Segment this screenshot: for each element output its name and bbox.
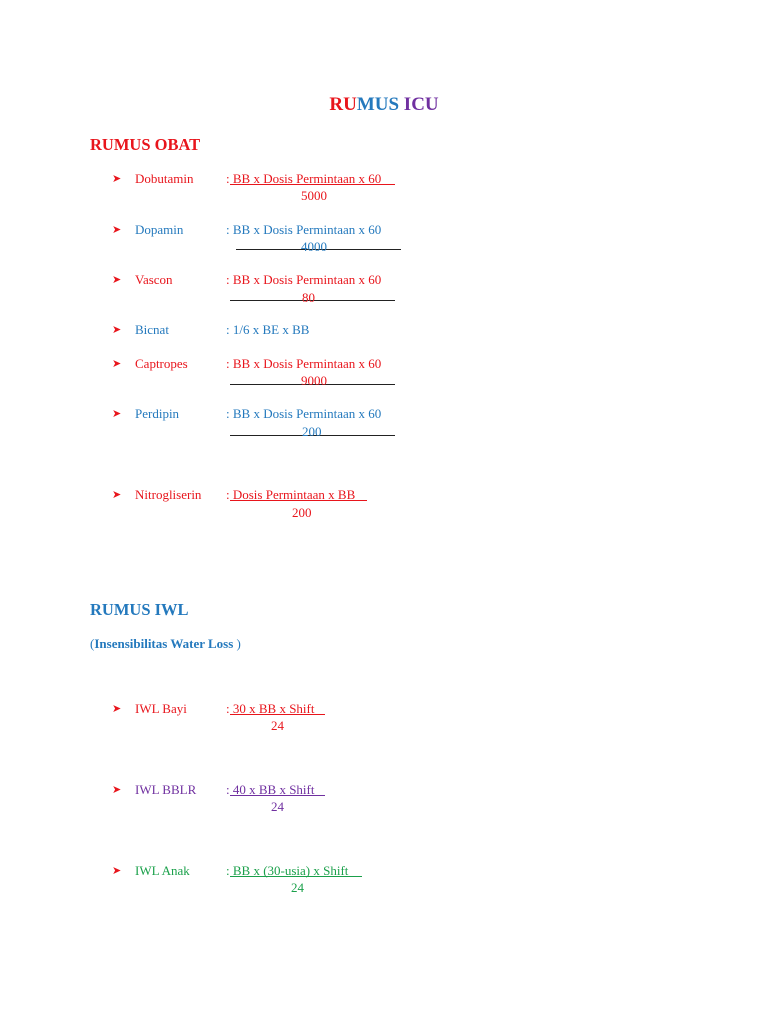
formula-denominator: 9000 — [301, 373, 327, 388]
subtitle-close-paren: ) — [233, 636, 241, 651]
formula-denominator: 24 — [291, 880, 304, 895]
formula-denominator: 200 — [292, 505, 312, 520]
formula-denominator: 200 — [302, 424, 322, 439]
arrow-bullet-icon: ➤ — [112, 489, 122, 501]
subtitle-text: Insensibilitas Water Loss — [94, 636, 234, 651]
title-part-mus: MUS — [356, 94, 400, 115]
fraction-line — [230, 876, 362, 877]
drug-label: Captropes — [135, 356, 188, 371]
formula-numerator: : BB x (30-usia) x Shift — [226, 863, 349, 878]
arrow-bullet-icon: ➤ — [112, 324, 122, 336]
section-subtitle — [90, 636, 241, 652]
drug-label: Perdipin — [135, 406, 180, 421]
iwl-label: IWL Anak — [135, 863, 190, 878]
arrow-bullet-icon: ➤ — [112, 865, 122, 877]
arrow-bullet-icon: ➤ — [112, 784, 122, 796]
drug-label: Dopamin — [135, 222, 184, 237]
drug-label: Dobutamin — [135, 171, 194, 186]
formula-denominator: 24 — [271, 799, 284, 814]
arrow-bullet-icon: ➤ — [112, 408, 122, 420]
formula-text: : 1/6 x BE x BB — [226, 322, 310, 337]
iwl-label: IWL BBLR — [135, 782, 197, 797]
formula-denominator: 80 — [302, 290, 315, 305]
arrow-bullet-icon: ➤ — [112, 274, 122, 286]
title-part-icu: ICU — [399, 94, 439, 115]
formula-numerator: : BB x Dosis Permintaan x 60 — [226, 222, 382, 237]
formula-numerator: : BB x Dosis Permintaan x 60 — [226, 356, 382, 371]
section-heading-obat: RUMUS OBAT — [90, 135, 201, 154]
arrow-bullet-icon: ➤ — [112, 703, 122, 715]
formula-numerator: : BB x Dosis Permintaan x 60 — [226, 406, 382, 421]
arrow-bullet-icon: ➤ — [112, 224, 122, 236]
section-heading-iwl: RUMUS IWL — [90, 600, 189, 619]
page-title — [0, 94, 768, 116]
arrow-bullet-icon: ➤ — [112, 173, 122, 185]
formula-numerator: : BB x Dosis Permintaan x 60 — [226, 272, 382, 287]
fraction-line — [230, 714, 325, 715]
formula-denominator: 24 — [271, 718, 284, 733]
fraction-line — [230, 795, 325, 796]
title-part-ru: RU — [329, 94, 357, 115]
formula-numerator: : 40 x BB x Shift — [226, 782, 315, 797]
subtitle-open-paren: ( — [90, 636, 95, 651]
iwl-label: IWL Bayi — [135, 701, 187, 716]
drug-label: Vascon — [135, 272, 173, 287]
drug-label: Nitrogliserin — [135, 487, 202, 502]
arrow-bullet-icon: ➤ — [112, 358, 122, 370]
fraction-line — [230, 184, 395, 185]
formula-numerator: : Dosis Permintaan x BB — [226, 487, 356, 502]
formula-denominator: 5000 — [301, 188, 327, 203]
formula-denominator: 4000 — [301, 239, 327, 254]
formula-numerator: : 30 x BB x Shift — [226, 701, 315, 716]
drug-label: Bicnat — [135, 322, 169, 337]
fraction-line — [230, 500, 367, 501]
formula-numerator: : BB x Dosis Permintaan x 60 — [226, 171, 382, 186]
